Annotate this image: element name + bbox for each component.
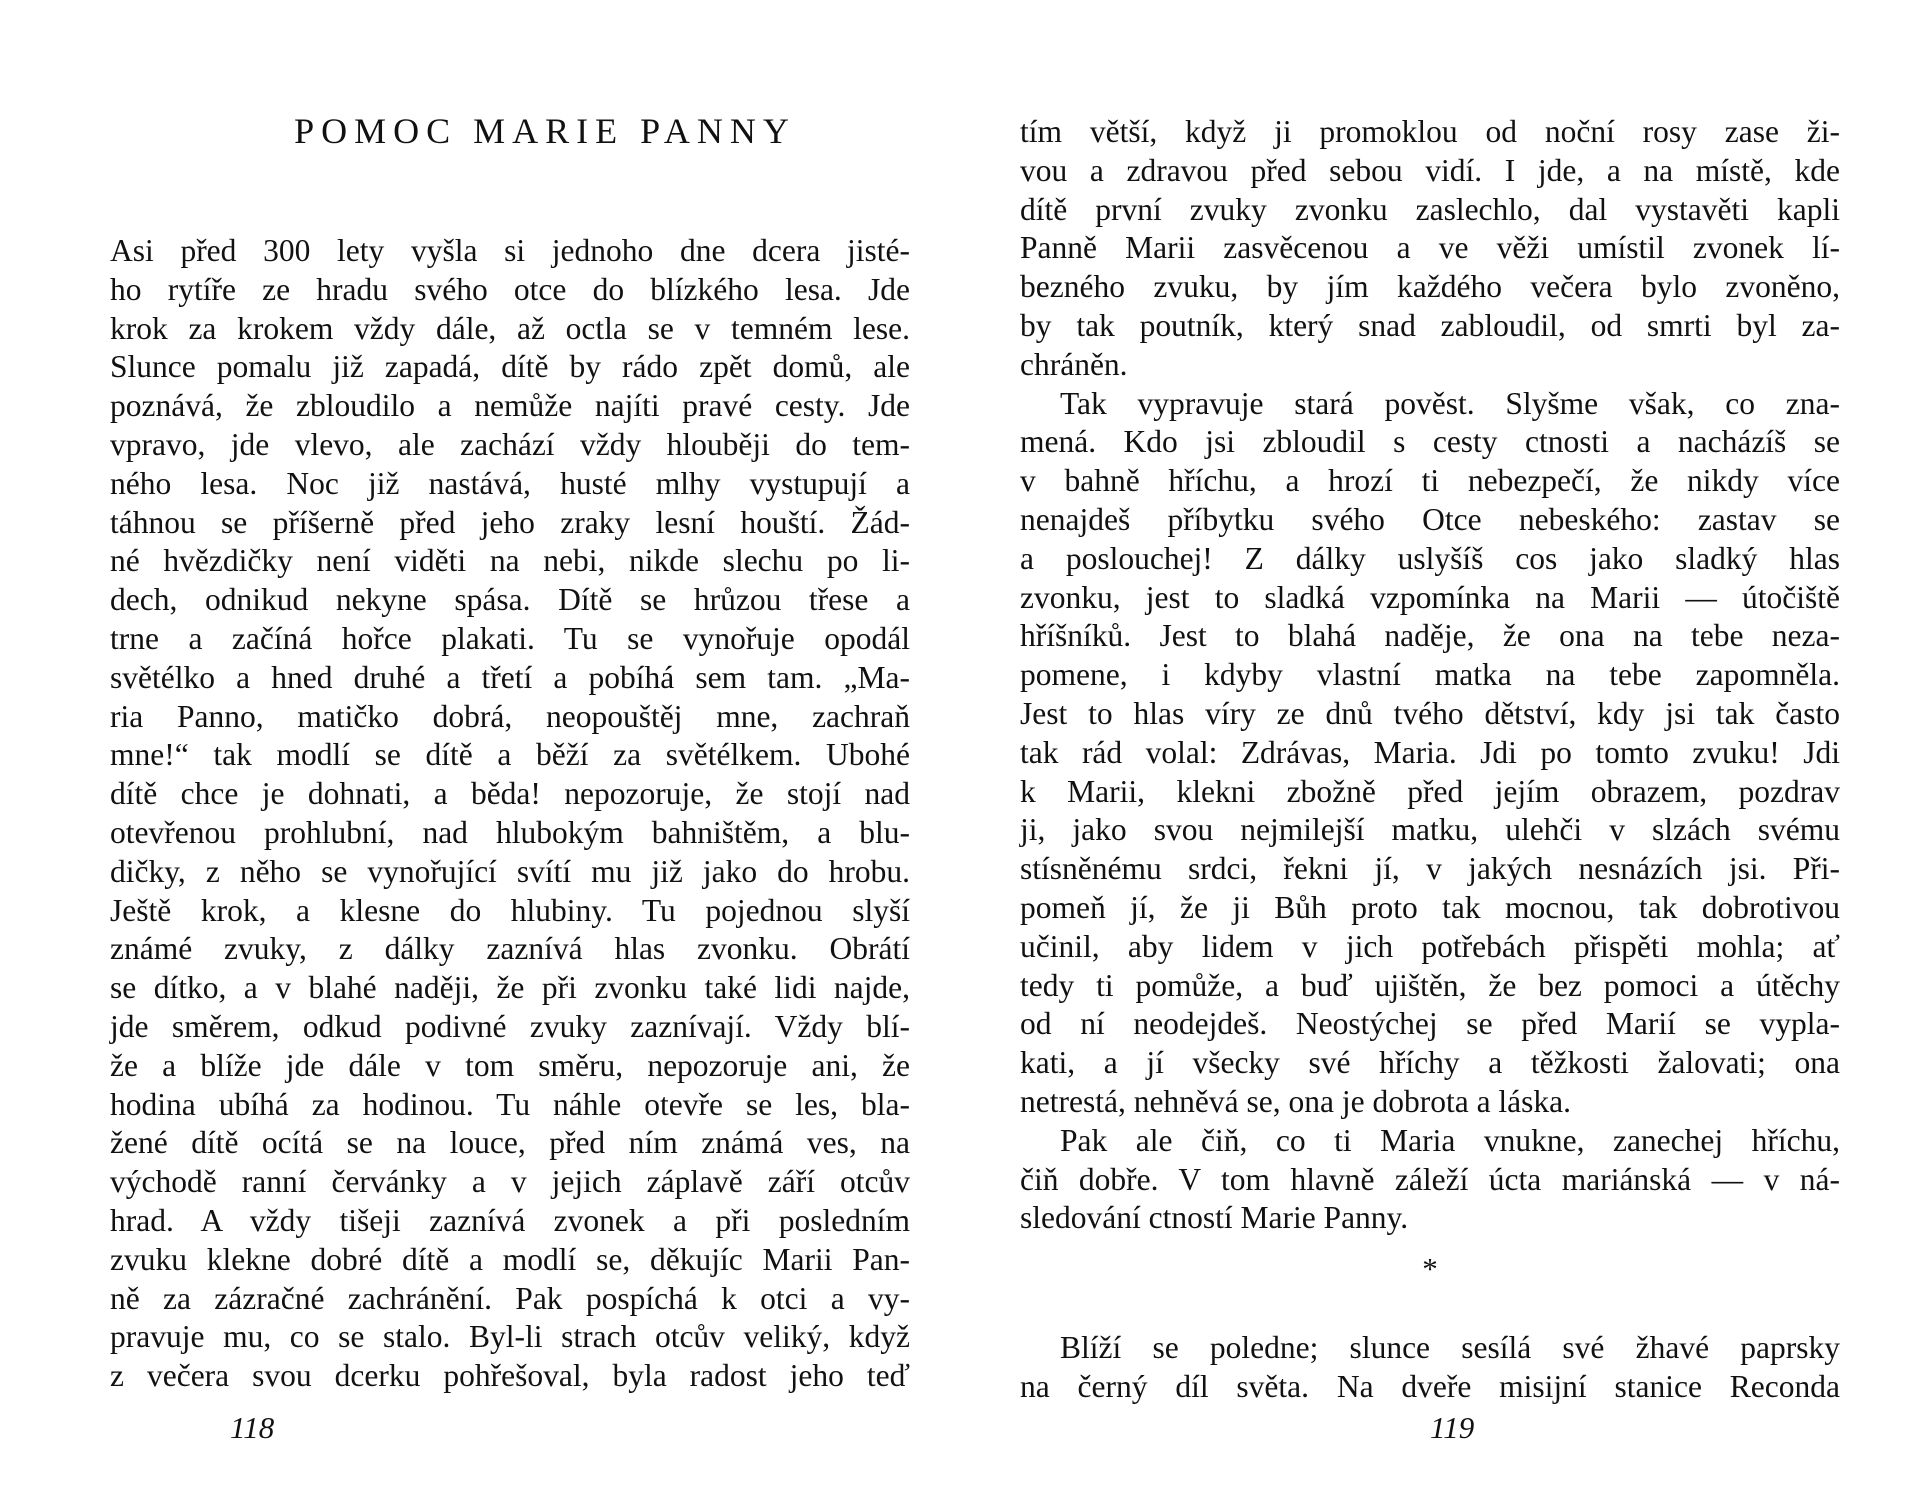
text-line: ji, jako svou nejmilejší matku, ulehči v slzách svému [1020, 812, 1840, 848]
text-line: ria Panno, matičko dobrá, neopouštěj mne, zachraň [110, 698, 910, 734]
text-line: táhnou se příšerně před jeho zraky lesní houští. Žád- [110, 504, 910, 540]
text-line: zvuku klekne dobré dítě a modlí se, děkujíc Marii Pan- [110, 1241, 910, 1277]
text-line: Pak ale čiň, co ti Maria vnukne, zanechej hříchu, [1060, 1122, 1840, 1158]
text-line: Slunce pomalu již zapadá, dítě by rádo zpět domů, ale [110, 349, 910, 385]
text-line: kati, a jí všecky své hříchy a těžkosti žalovati; ona [1020, 1045, 1840, 1081]
text-line: né hvězdičky není viděti na nebi, nikde slechu po li- [110, 543, 910, 579]
text-line: tím větší, když ji promoklou od noční rosy zase ži- [1020, 114, 1840, 149]
text-line: mená. Kdo jsi zbloudil s cesty ctnosti a nacházíš se [1020, 424, 1840, 460]
text-line: pomeň jí, že ji Bůh proto tak mocnou, tak dobrotivou [1020, 889, 1840, 925]
text-line: z večera svou dcerku pohřešoval, byla radost jeho teď [110, 1358, 910, 1394]
text-line: vpravo, jde vlevo, ale zachází vždy hlouběji do tem- [110, 426, 910, 462]
text-line: tedy ti pomůže, a buď ujištěn, že bez pomoci a útěchy [1020, 967, 1840, 1003]
text-line: poznává, že zbloudilo a nemůže najíti pravé cesty. Jde [110, 388, 910, 424]
text-line: otevřenou prohlubní, nad hlubokým bahništěm, a blu- [110, 814, 910, 850]
text-line: trne a začíná hořce plakati. Tu se vynořuje opodál [110, 620, 910, 656]
text-line: zvonku, jest to sladká vzpomínka na Marii — útočiště [1020, 579, 1840, 615]
text-line: ného lesa. Noc již nastává, husté mlhy vystupují a [110, 465, 910, 501]
text-line: krok za krokem vždy dále, až octla se v temném lese. [110, 310, 910, 346]
text-line: východě ranní červánky a v jejich záplavě září otcův [110, 1164, 910, 1200]
text-line: ně za zázračné zachránění. Pak pospíchá k otci a vy- [110, 1280, 910, 1316]
text-line: hrad. A vždy tišeji zaznívá zvonek a při posledním [110, 1202, 910, 1238]
text-line: tak rád volal: Zdrávas, Maria. Jdi po tomto zvuku! Jdi [1020, 734, 1840, 770]
text-line: hodina ubíhá za hodinou. Tu náhle otevře se les, bla- [110, 1086, 910, 1122]
text-line: dítě chce je dohnati, a běda! nepozoruje, že stojí nad [110, 776, 910, 812]
text-line: nenajdeš příbytku svého Otce nebeského: zastav se [1020, 501, 1840, 537]
text-line: Jest to hlas víry ze dnů tvého dětství, kdy jsi tak často [1020, 695, 1840, 731]
text-line: dičky, z něho se vynořující svítí mu již jako do hrobu. [110, 853, 910, 889]
left-page [110, 0, 910, 1500]
text-line: od ní neodejdeš. Neostýchej se před Marií se vypla- [1020, 1006, 1840, 1042]
text-line: Blíží se poledne; slunce sesílá své žhavé paprsky [1060, 1329, 1840, 1365]
text-line: v bahně hříchu, a hrozí ti nebezpečí, že nikdy více [1020, 463, 1840, 499]
text-line: a poslouchej! Z dálky uslyšíš cos jako sladký hlas [1020, 540, 1840, 576]
text-line: netrestá, nehněvá se, ona je dobrota a láska. [1020, 1083, 1572, 1119]
text-line: dech, odnikud nekyne spása. Dítě se hrůzou třese a [110, 582, 910, 618]
right-page [1020, 0, 1840, 1500]
text-line: Asi před 300 lety vyšla si jednoho dne dcera jisté- [110, 233, 910, 268]
text-line: chráněn. [1020, 346, 1128, 382]
text-line: mne!“ tak modlí se dítě a běží za světélkem. Ubohé [110, 737, 910, 773]
text-line: na černý díl světa. Na dveře misijní stanice Reconda [1020, 1368, 1840, 1404]
text-line: hříšníků. Jest to blahá naděje, že ona na tebe neza- [1020, 618, 1840, 654]
text-line: pravuje mu, co se stalo. Byl-li strach otcův veliký, když [110, 1319, 910, 1355]
text-line: se dítko, a v blahé naději, že při zvonku také lidi najde, [110, 970, 910, 1006]
text-line: Panně Marii zasvěcenou a ve věži umístil zvonek lí- [1020, 230, 1840, 266]
text-line: vou a zdravou před sebou vidí. I jde, a na místě, kde [1020, 152, 1840, 188]
right-page-text [1020, 113, 1840, 1407]
text-line: pomene, i kdyby vlastní matka na tebe zapomněla. [1020, 657, 1840, 693]
text-line: světélko a hned druhé a třetí a pobíhá sem tam. „Ma- [110, 659, 910, 695]
text-line: dítě první zvuky zvonku zaslechlo, dal vystavěti kapli [1020, 191, 1840, 227]
left-page-text [110, 232, 910, 1396]
text-line: ho rytíře ze hradu svého otce do blízkého lesa. Jde [110, 271, 910, 307]
text-line: by tak poutník, který snad zabloudil, od smrti byl za- [1020, 307, 1840, 343]
text-line: že a blíže jde dále v tom směru, nepozoruje ani, že [110, 1047, 910, 1083]
page-number-right: 119 [1430, 1410, 1475, 1445]
text-line: čiň dobře. V tom hlavně záleží úcta mariánská — v ná- [1020, 1161, 1840, 1197]
text-line: učinil, aby lidem v jich potřebách přispěti mohla; ať [1020, 928, 1840, 964]
text-line: Ještě krok, a klesne do hlubiny. Tu pojednou slyší [110, 892, 910, 928]
text-line: k Marii, klekni zbožně před jejím obrazem, pozdrav [1020, 773, 1840, 809]
text-line: stísněnému srdci, řekni jí, v jakých nesnázích jsi. Při- [1020, 851, 1840, 887]
chapter-title: POMOC MARIE PANNY [294, 111, 796, 151]
text-line: Tak vypravuje stará pověst. Slyšme však, co zna- [1060, 385, 1840, 421]
text-line: žené dítě ocítá se na louce, před ním známá ves, na [110, 1125, 910, 1161]
section-separator: * [1422, 1251, 1438, 1287]
text-line: bezného zvuku, by jím každého večera bylo zvoněno, [1020, 269, 1840, 305]
page-number-left: 118 [230, 1410, 275, 1445]
text-line: sledování ctností Marie Panny. [1020, 1200, 1409, 1236]
text-line: jde směrem, odkud podivné zvuky zaznívají. Vždy blí- [110, 1008, 910, 1044]
text-line: známé zvuky, z dálky zaznívá hlas zvonku. Obrátí [110, 931, 910, 967]
